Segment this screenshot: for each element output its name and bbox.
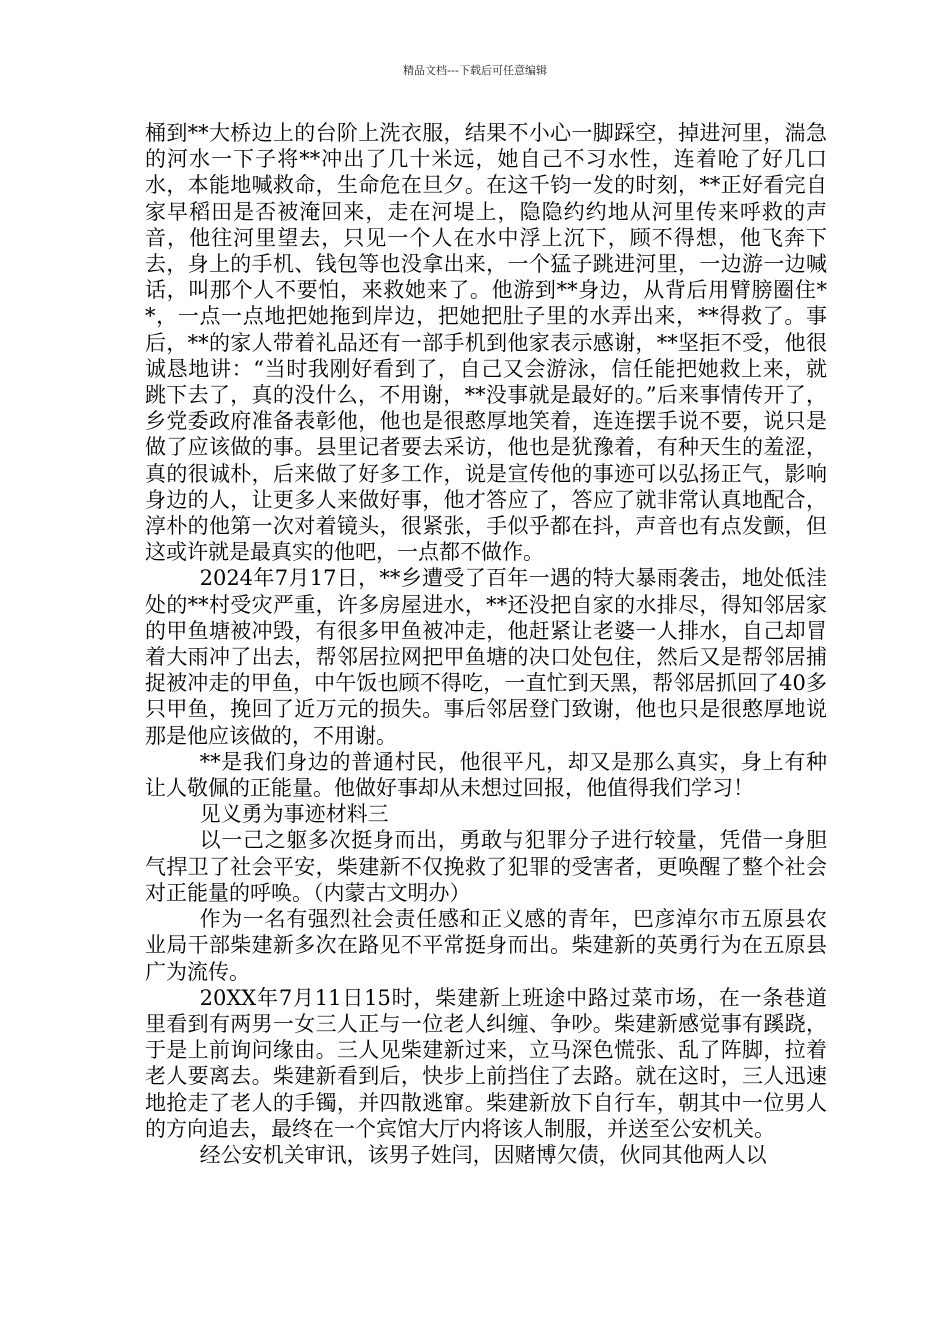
- paragraph: 桶到**大桥边上的台阶上洗衣服，结果不小心一脚踩空，掉进河里，湍急的河水一下子将**冲出了几十米远，她自己不习水性，连着呛了好几口水，本能地喊救命，生命危在旦夕。在这千钧一发的时刻，**正好看完自家早稻田是否被淹回来，走在河堤上，隐隐约约地从河里传来呼救的声音，他往河里望去，只见一个人在水中浮上沉下，顾不得想，他飞奔下去，身上的手机、钱包等也没拿出来，一个猛子跳进河里，一边游一边喊话，叫那个人不要怕，来救她来了。他游到**身边，从背后用臂膀圈住**，一点一点地把她拖到岸边，把她把肚子里的水弄出来，**得救了。事后，**的家人带着礼品还有一部手机到他家表示感谢，**坚拒不受，他很诚恳地讲：“当时我刚好看到了，自己又会游泳，信任能把她救上来，就跳下去了，真的没什么，不用谢，**没事就是最好的。”后来事情传开了，乡党委政府准备表彰他，他也是很憨厚地笑着，连连摆手说不要，说只是做了应该做的事。县里记者要去采访，他也是犹豫着，有种天生的羞涩，真的很诚朴，后来做了好多工作，说是宣传他的事迹可以弘扬正气，影响身边的人，让更多人来做好事，他才答应了，答应了就非常认真地配合，淳朴的他第一次对着镜头，很紧张，手似乎都在抖，声音也有点发颤，但这或许就是最真实的他吧，一点都不做作。: [145, 121, 827, 565]
- section-heading: 见义勇为事迹材料三: [199, 802, 389, 827]
- paragraph: 作为一名有强烈社会责任感和正义感的青年，巴彦淖尔市五原县农业局干部柴建新多次在路见不平常挺身而出。柴建新的英勇行为在五原县广为流传。: [145, 907, 827, 984]
- paragraph: 以一己之躯多次挺身而出，勇敢与犯罪分子进行较量，凭借一身胆气捍卫了社会平安，柴建新不仅挽救了犯罪的受害者，更唤醒了整个社会对正能量的呼唤。（内蒙古文明办）: [145, 828, 827, 905]
- paragraph: 经公安机关审讯，该男子姓闫，因赌博欠债，伙同其他两人以: [199, 1142, 767, 1167]
- page-header: 精品文档---下载后可任意编辑: [403, 64, 547, 77]
- paragraph: 2024年7月17日，**乡遭受了百年一遇的特大暴雨袭击，地处低洼处的**村受灾严重，许多房屋进水，**还没把自家的水排尽，得知邻居家的甲鱼塘被冲毁，有很多甲鱼被冲走，他赶紧让老婆一人排水，自己却冒着大雨冲了出去，帮邻居拉网把甲鱼塘的决口处包住，然后又是帮邻居捕捉被冲走的甲鱼，中午饭也顾不得吃，一直忙到天黑，帮邻居抓回了40多只甲鱼，挽回了近万元的损失。事后邻居登门致谢，他也只是很憨厚地说那是他应该做的，不用谢。: [145, 566, 827, 748]
- document-body: [145, 120, 827, 1168]
- paragraph: **是我们身边的普通村民，他很平凡，却又是那么真实，身上有种让人敬佩的正能量。他做好事却从未想过回报，他值得我们学习！: [145, 749, 827, 801]
- paragraph: 20XX年7月11日15时，柴建新上班途中路过菜市场，在一条巷道里看到有两男一女三人正与一位老人纠缠、争吵。柴建新感觉事有蹊跷，于是上前询问缘由。三人见柴建新过来，立马深色慌张、乱了阵脚，拉着老人要离去。柴建新看到后，快步上前挡住了去路。就在这时，三人迅速地抢走了老人的手镯，并四散逃窜。柴建新放下自行车，朝其中一位男人的方向追去，最终在一个宾馆大厅内将该人制服，并送至公安机关。: [145, 985, 827, 1141]
